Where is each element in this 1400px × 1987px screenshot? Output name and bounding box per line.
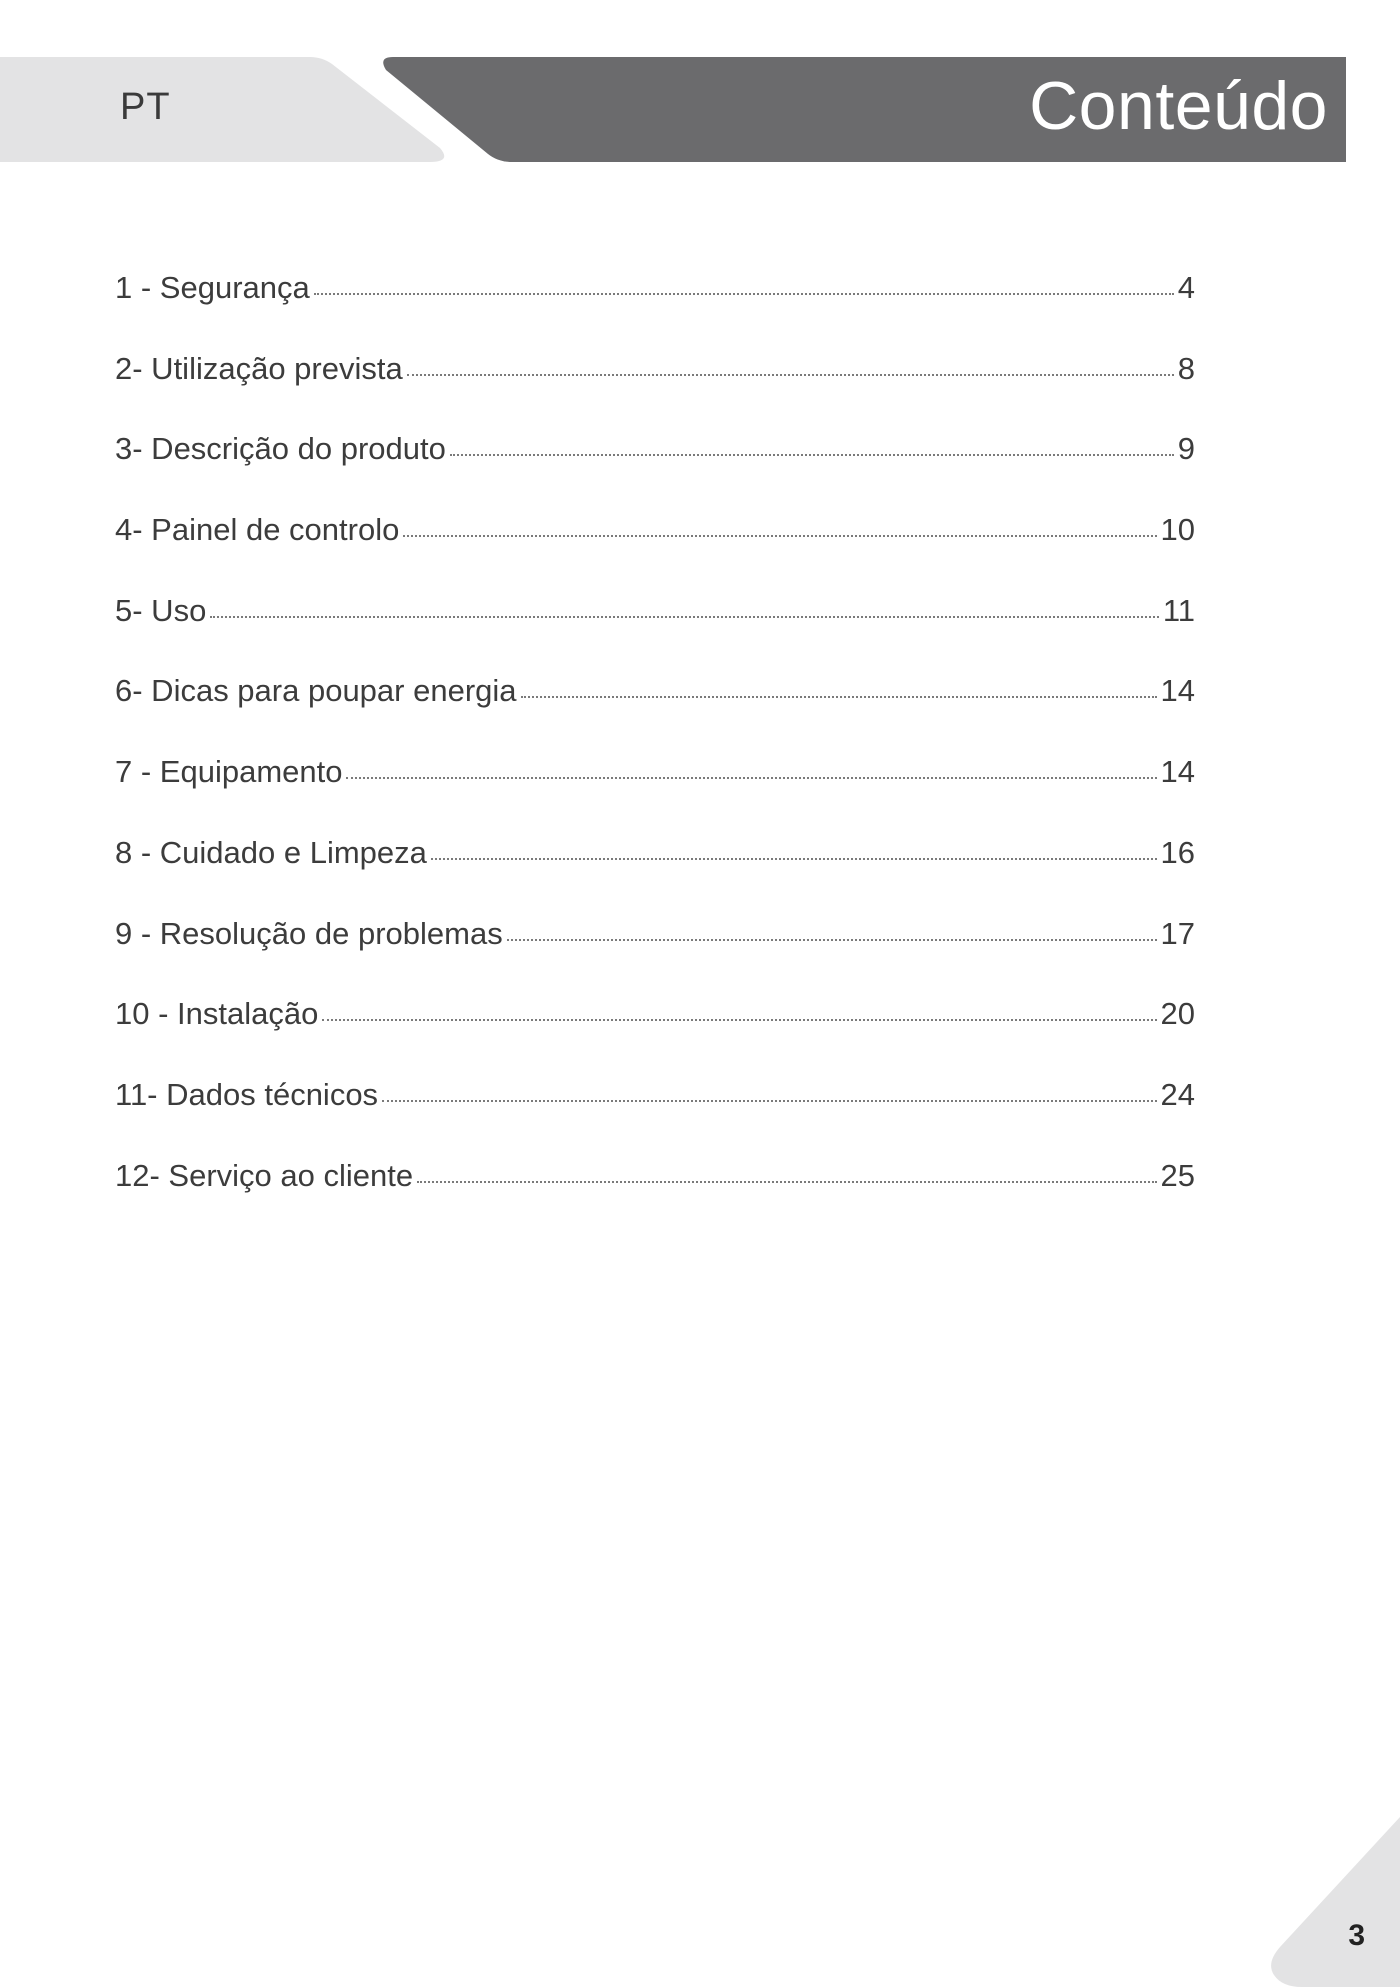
- toc-entry-label: 12- Serviço ao cliente: [115, 1157, 414, 1193]
- toc-entry-intended-use[interactable]: [115, 351, 1195, 432]
- toc-entry-use[interactable]: [115, 593, 1195, 674]
- toc-entry-label: 5- Uso: [115, 592, 207, 628]
- dot-leader: [431, 858, 1157, 860]
- toc-entry-page: 14: [1160, 673, 1195, 709]
- dot-leader: [322, 1019, 1156, 1021]
- toc-entry-page: 16: [1160, 834, 1195, 870]
- toc-entry-customer-service[interactable]: [115, 1158, 1195, 1239]
- toc-entry-page: 9: [1177, 431, 1195, 467]
- dot-leader: [417, 1181, 1156, 1183]
- toc-entry-page: 4: [1177, 270, 1195, 305]
- toc-entry-energy-tips[interactable]: [115, 673, 1195, 754]
- toc-entry-control-panel[interactable]: [115, 512, 1195, 593]
- toc-entry-installation[interactable]: [115, 996, 1195, 1077]
- language-tab-shape: [0, 57, 444, 162]
- toc-entry-label: 9 - Resolução de problemas: [115, 915, 503, 951]
- toc-entry-page: 25: [1160, 1157, 1195, 1193]
- toc-entry-page: 11: [1162, 592, 1195, 628]
- toc-entry-label: 1 - Segurança: [115, 270, 310, 305]
- language-code: PT: [120, 86, 171, 128]
- page-title: Conteúdo: [1029, 68, 1328, 144]
- toc-entry-page: 20: [1160, 996, 1195, 1032]
- dot-leader: [450, 454, 1174, 456]
- dot-leader: [521, 696, 1157, 698]
- table-of-contents: [115, 270, 1195, 1238]
- toc-entry-safety[interactable]: [115, 270, 1195, 351]
- toc-entry-label: 10 - Instalação: [115, 996, 319, 1032]
- dot-leader: [314, 293, 1174, 295]
- dot-leader: [346, 777, 1156, 779]
- toc-entry-label: 8 - Cuidado e Limpeza: [115, 834, 427, 870]
- toc-entry-label: 2- Utilização prevista: [115, 350, 403, 386]
- toc-entry-label: 7 - Equipamento: [115, 754, 343, 790]
- toc-entry-product-description[interactable]: [115, 431, 1195, 512]
- toc-entry-page: 8: [1177, 350, 1195, 386]
- dot-leader: [403, 535, 1156, 537]
- toc-entry-label: 11- Dados técnicos: [115, 1076, 379, 1112]
- toc-entry-page: 10: [1160, 512, 1195, 548]
- page-number: 3: [1348, 1919, 1365, 1952]
- toc-entry-label: 4- Painel de controlo: [115, 512, 400, 548]
- dot-leader: [210, 616, 1159, 618]
- toc-entry-label: 3- Descrição do produto: [115, 431, 446, 467]
- toc-entry-equipment[interactable]: [115, 754, 1195, 835]
- dot-leader: [507, 939, 1157, 941]
- toc-entry-page: 14: [1160, 754, 1195, 790]
- toc-entry-technical-data[interactable]: [115, 1077, 1195, 1158]
- dot-leader: [407, 374, 1174, 376]
- toc-entry-care-cleaning[interactable]: [115, 835, 1195, 916]
- toc-entry-troubleshooting[interactable]: [115, 916, 1195, 997]
- toc-entry-label: 6- Dicas para poupar energia: [115, 673, 517, 709]
- page-corner-shape: [1260, 1817, 1400, 1987]
- toc-entry-page: 17: [1160, 915, 1195, 951]
- dot-leader: [382, 1100, 1156, 1102]
- toc-entry-page: 24: [1160, 1076, 1195, 1112]
